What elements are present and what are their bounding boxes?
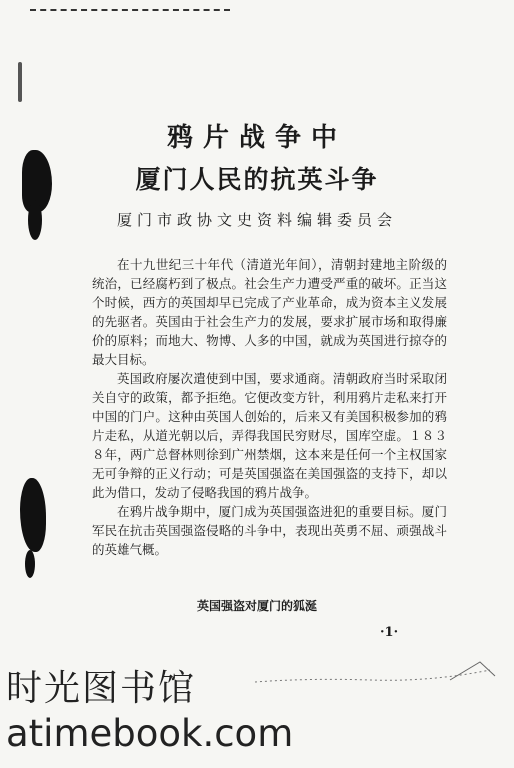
paragraph: 在鸦片战争期中，厦门成为英国强盗进犯的重要目标。厦门军民在抗击英国强盗侵略的斗争中，表现出英勇不屈、顽强战斗的英雄气概。 bbox=[92, 504, 447, 557]
dashed-cut-line bbox=[30, 9, 230, 11]
ink-blot bbox=[25, 550, 35, 578]
watermark-chinese: 时光图书馆 bbox=[6, 668, 197, 709]
paragraph: 英国政府屡次遣使到中国，要求通商。清朝政府当时采取闭关自守的政策，都予拒绝。它便改变方针，利用鸦片走私来打开中国的门户。这种由英国人创始的，后来又有美国积极参加的鸦片走私，从道光朝以后，弄得我国民穷财尽，国库空虚。１８３８年，两广总督林则徐到广州禁烟，这本来是任何一个主权国家无可争辩的正义行动；可是英国强盗在美国强盗的支持下，却以此为借口，发动了侵略我国的鸦片战争。 bbox=[92, 371, 447, 500]
page-title-line1: 鸦片战争中 bbox=[166, 123, 347, 153]
page-title-line2: 厦门人民的抗英斗争 bbox=[135, 165, 379, 194]
ink-blot bbox=[20, 478, 46, 552]
paragraph: 在十九世纪三十年代（清道光年间），清朝封建地主阶级的统治，已经腐朽到了极点。社会生产力遭受严重的破坏。正当这个时候，西方的英国却早已完成了产业革命，成为资本主义发展的先驱者。英国由于社会生产力的发展，要求扩展市场和取得廉价的原料；而地大、物博、人多的中国，就成为英国进行掠夺的最大目标。 bbox=[92, 257, 447, 367]
watermark-url: atimebook.com bbox=[6, 712, 294, 755]
scan-noise-scribble bbox=[250, 650, 510, 690]
section-subheading: 英国强盗对厦门的狐涎 bbox=[196, 599, 317, 613]
body-text bbox=[92, 255, 447, 559]
author-line: 厦门市政协文史资料编辑委员会 bbox=[116, 211, 397, 229]
page-number: ·1· bbox=[380, 625, 399, 640]
ink-mark bbox=[18, 62, 22, 102]
